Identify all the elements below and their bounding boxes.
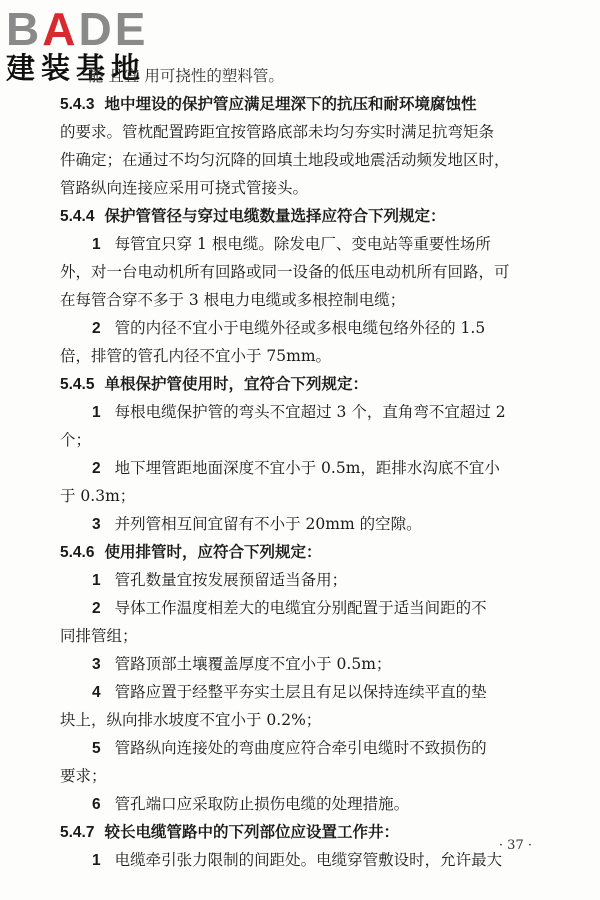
list-item xyxy=(60,230,544,258)
list-item xyxy=(60,454,544,482)
clause-text: 地中埋设的保护管应满足埋深下的抗压和耐环境腐蚀性 xyxy=(104,94,477,113)
item-text: 管孔端口应采取防止损伤电缆的处理措施。 xyxy=(114,795,410,813)
item-text: 地下埋管距地面深度不宜小于 0.5m，距排水沟底不宜小 xyxy=(114,459,500,477)
item-continuation-line: 外，对一台电动机所有回路或同一设备的低压电动机所有回路，可 xyxy=(60,263,510,281)
item-number: 2 xyxy=(92,460,101,477)
list-item xyxy=(60,510,544,538)
list-item xyxy=(60,678,544,706)
clause-number: 5.4.4 xyxy=(60,208,95,225)
item-continuation-line: 在每管合穿不多于 3 根电力电缆或多根控制电缆； xyxy=(60,291,406,309)
list-item xyxy=(60,566,544,594)
item-number: 3 xyxy=(92,516,101,533)
item-continuation-line: 个； xyxy=(60,431,92,449)
clause-number: 5.4.6 xyxy=(60,544,95,561)
list-item xyxy=(60,846,544,874)
item-text: 电缆牵引张力限制的间距处。电缆穿管敷设时，允许最大 xyxy=(114,851,503,869)
list-item xyxy=(60,398,544,426)
clause-number: 5.4.5 xyxy=(60,376,95,393)
item-number: 2 xyxy=(92,600,101,617)
logo-subtitle: 建装基地 xyxy=(6,51,147,85)
clause-heading xyxy=(60,818,544,846)
item-text: 管的内径不宜小于电缆外径或多根电缆包络外径的 1.5 xyxy=(114,319,486,337)
item-text: 管路顶部土壤覆盖厚度不宜小于 0.5m； xyxy=(114,655,392,673)
item-text: 管路应置于经整平夯实土层且有足以保持连续平直的垫 xyxy=(114,683,487,701)
clause-heading xyxy=(60,202,544,230)
item-continuation-line: 要求； xyxy=(60,767,107,785)
item-text: 每根电缆保护管的弯头不宜超过 3 个，直角弯不宜超过 2 xyxy=(114,403,506,421)
document-body xyxy=(60,62,544,874)
item-number: 4 xyxy=(92,684,101,701)
clause-heading xyxy=(60,90,544,118)
item-text: 管孔数量宜按发展预留适当备用； xyxy=(114,571,348,589)
list-item xyxy=(60,594,544,622)
clause-number: 5.4.7 xyxy=(60,824,95,841)
clause-text: 单根保护管使用时，宜符合下列规定： xyxy=(104,374,368,393)
clause-number: 5.4.3 xyxy=(60,96,95,113)
clause-text: 使用排管时，应符合下列规定： xyxy=(104,542,322,561)
item-text: 并列管相互间宜留有不小于 20mm 的空隙。 xyxy=(114,515,422,533)
item-number: 1 xyxy=(92,852,101,869)
item-text: 导体工作温度相差大的电缆宜分别配置于适当间距的不 xyxy=(114,599,487,617)
list-item xyxy=(60,790,544,818)
clause-text: 较长电缆管路中的下列部位应设置工作井： xyxy=(104,822,399,841)
clause-list xyxy=(60,90,544,874)
item-text: 管路纵向连接处的弯曲度应符合牵引电缆时不致损伤的 xyxy=(114,739,487,757)
list-item xyxy=(60,314,544,342)
item-continuation-line: 于 0.3m； xyxy=(60,487,136,505)
page-number: · 37 · xyxy=(498,838,532,853)
item-number: 1 xyxy=(92,236,101,253)
logo-brand: BADE xyxy=(6,3,149,55)
item-text: 每管宜只穿 1 根电缆。除发电厂、变电站等重要性场所 xyxy=(114,235,491,253)
clause-heading xyxy=(60,538,544,566)
item-continuation-line: 块上，纵向排水坡度不宜小于 0.2%； xyxy=(60,711,322,729)
clause-continuation-line: 的要求。管枕配置跨距宜按管路底部未均匀夯实时满足抗弯矩条 xyxy=(60,123,495,141)
item-number: 6 xyxy=(92,796,101,813)
clause-continuation-line: 管路纵向连接应采用可挠式管接头。 xyxy=(60,179,309,197)
list-item xyxy=(60,734,544,762)
clause-text: 保护管管径与穿过电缆数量选择应符合下列规定： xyxy=(104,206,446,225)
item-number: 2 xyxy=(92,320,101,337)
item-number: 1 xyxy=(92,404,101,421)
item-number: 5 xyxy=(92,740,101,757)
clause-heading xyxy=(60,370,544,398)
clause-continuation-line: 件确定；在通过不均匀沉降的回填土地段或地震活动频发地区时， xyxy=(60,151,510,169)
item-continuation-line: 同排管组； xyxy=(60,627,138,645)
list-item xyxy=(60,650,544,678)
continued-text-line: 能 且宜 用可挠性的塑料管。 xyxy=(88,67,284,85)
item-number: 3 xyxy=(92,656,101,673)
item-number: 1 xyxy=(92,572,101,589)
item-continuation-line: 倍，排管的管孔内径不宜小于 75mm。 xyxy=(60,347,332,365)
